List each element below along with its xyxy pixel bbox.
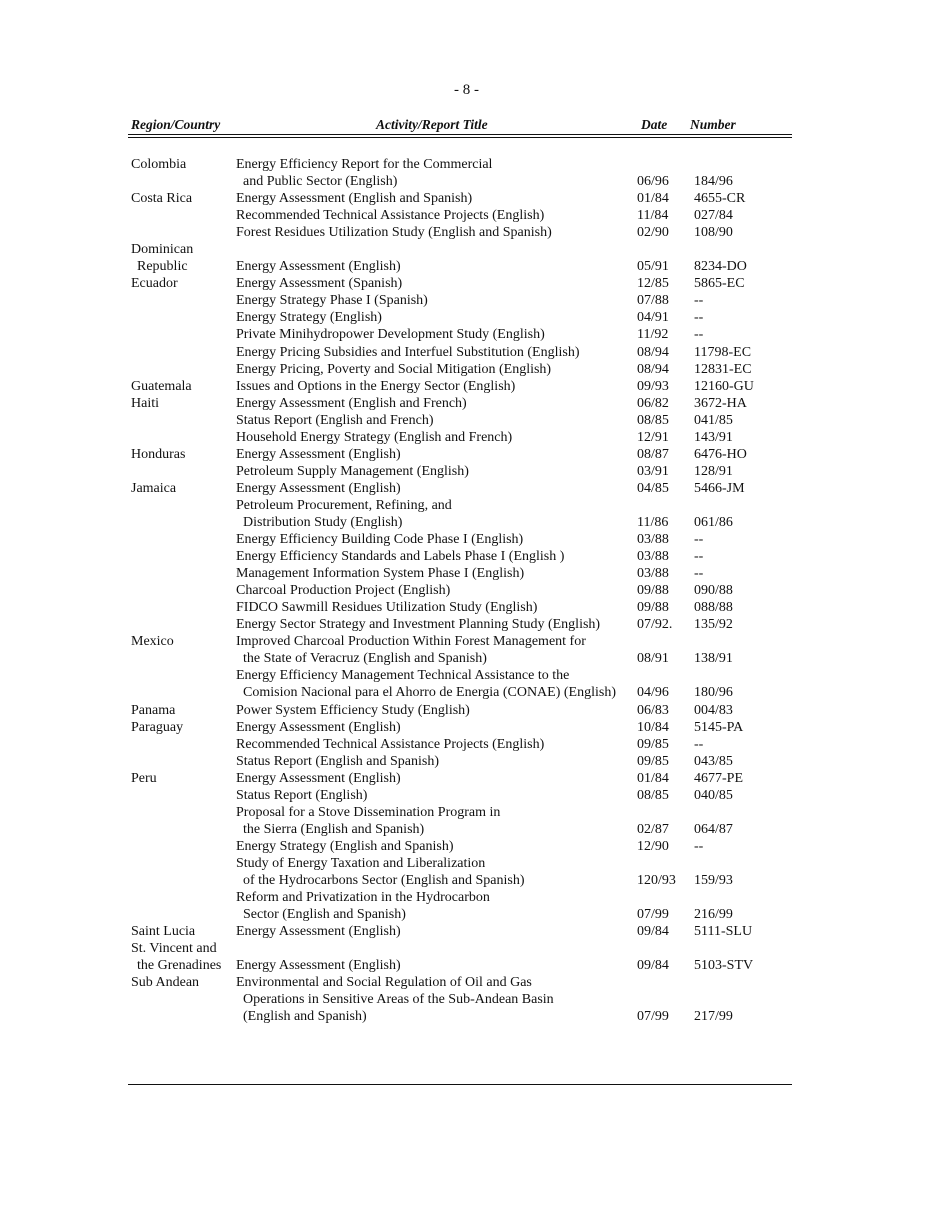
table-row — [0, 190, 933, 207]
row-date: 09/85 — [637, 753, 669, 769]
table-row — [0, 753, 933, 770]
row-title: Recommended Technical Assistance Projects (English) — [236, 208, 545, 224]
row-title: the Sierra (English and Spanish) — [243, 821, 425, 837]
row-title: Forest Residues Utilization Study (English and Spanish) — [236, 225, 552, 241]
row-title: Energy Strategy (English and Spanish) — [236, 838, 454, 854]
table-row — [0, 684, 933, 701]
row-number: 128/91 — [694, 463, 733, 479]
table-row — [0, 292, 933, 309]
row-date: 01/84 — [637, 191, 669, 207]
row-title: Status Report (English) — [236, 787, 368, 803]
table-row — [0, 156, 933, 173]
row-number: 5111-SLU — [694, 924, 753, 940]
row-region: Jamaica — [131, 480, 177, 496]
table-row — [0, 940, 933, 957]
row-number: 4655-CR — [694, 191, 746, 207]
row-title: Reform and Privatization in the Hydrocarbon — [236, 890, 490, 906]
row-date: 03/88 — [637, 549, 669, 565]
table-row — [0, 344, 933, 361]
table-row — [0, 991, 933, 1008]
row-title: Energy Efficiency Building Code Phase I (English) — [236, 532, 524, 548]
row-title: Energy Efficiency Management Technical Assistance to the — [236, 668, 570, 684]
table-row — [0, 258, 933, 275]
row-date: 09/93 — [637, 378, 669, 394]
row-title: Charcoal Production Project (English) — [236, 583, 451, 599]
row-number: 5865-EC — [694, 276, 745, 292]
table-row — [0, 855, 933, 872]
table-row — [0, 361, 933, 378]
column-header-region: Region/Country — [131, 117, 221, 132]
row-title: Energy Efficiency Report for the Commercial — [236, 157, 493, 172]
table-row — [0, 378, 933, 395]
table-row — [0, 412, 933, 429]
table-row — [0, 838, 933, 855]
table-row — [0, 787, 933, 804]
row-region: Costa Rica — [131, 191, 193, 207]
row-title: Power System Efficiency Study (English) — [236, 702, 470, 718]
row-title: Energy Assessment (English and French) — [236, 395, 467, 411]
row-number: -- — [694, 327, 704, 343]
row-number: -- — [694, 566, 704, 582]
row-title: Distribution Study (English) — [243, 514, 403, 530]
row-region: Peru — [131, 770, 157, 786]
table-row — [0, 770, 933, 787]
row-number: -- — [694, 532, 704, 548]
column-header-title: Activity/Report Title — [376, 117, 488, 132]
table-row — [0, 446, 933, 463]
row-date: 06/96 — [637, 174, 669, 190]
row-date: 11/92 — [637, 327, 669, 343]
table-row — [0, 309, 933, 326]
row-date: 120/93 — [637, 872, 676, 888]
row-title: Energy Assessment (English) — [236, 480, 401, 496]
row-title: Proposal for a Stove Dissemination Program in — [236, 804, 501, 820]
row-title: Energy Pricing Subsidies and Interfuel Substitution (English) — [236, 344, 580, 360]
row-region: Honduras — [131, 446, 186, 462]
row-date: 08/85 — [637, 412, 669, 428]
row-title: Energy Assessment (English) — [236, 770, 401, 786]
row-title: Management Information System Phase I (English) — [236, 566, 525, 582]
table-row — [0, 463, 933, 480]
row-title: (English and Spanish) — [243, 1009, 367, 1025]
row-date: 10/84 — [637, 719, 669, 735]
row-title: Comision Nacional para el Ahorro de Energia (CONAE) (English) — [243, 685, 616, 701]
row-number: 159/93 — [694, 872, 733, 888]
row-number: -- — [694, 549, 704, 565]
row-region: the Grenadines — [137, 958, 222, 974]
row-region: Paraguay — [131, 719, 184, 735]
row-title: Energy Assessment (English and Spanish) — [236, 191, 473, 207]
row-number: 090/88 — [694, 583, 733, 599]
row-title: Petroleum Procurement, Refining, and — [236, 497, 452, 513]
row-date: 12/90 — [637, 838, 669, 854]
row-title: Energy Assessment (English) — [236, 719, 401, 735]
row-date: 09/85 — [637, 736, 669, 752]
row-number: 143/91 — [694, 429, 733, 445]
row-title: the State of Veracruz (English and Spanish) — [243, 651, 487, 667]
row-title: Energy Strategy Phase I (Spanish) — [236, 293, 428, 309]
table-row — [0, 821, 933, 838]
table-row — [0, 889, 933, 906]
table-row — [0, 395, 933, 412]
row-date: 11/84 — [637, 208, 669, 224]
row-number: 216/99 — [694, 907, 733, 923]
table-row — [0, 736, 933, 753]
row-number: 8234-DO — [694, 259, 747, 275]
row-title: of the Hydrocarbons Sector (English and Spanish) — [243, 872, 525, 888]
row-region: Mexico — [131, 634, 174, 650]
row-date: 09/84 — [637, 924, 669, 940]
row-date: 08/94 — [637, 361, 669, 377]
table-row — [0, 480, 933, 497]
row-number: 088/88 — [694, 600, 733, 616]
table-row — [0, 531, 933, 548]
row-number: 12160-GU — [694, 378, 754, 394]
table-row — [0, 565, 933, 582]
row-number: 061/86 — [694, 514, 733, 530]
row-number: 135/92 — [694, 617, 733, 633]
row-date: 09/88 — [637, 583, 669, 599]
row-date: 07/99 — [637, 907, 669, 923]
row-date: 05/91 — [637, 259, 669, 275]
table-row — [0, 906, 933, 923]
table-row — [0, 514, 933, 531]
row-number: 3672-HA — [694, 395, 747, 411]
page-number: - 8 - — [454, 82, 479, 98]
row-number: 6476-HO — [694, 446, 747, 462]
header-rule-upper — [128, 134, 792, 135]
row-title: Improved Charcoal Production Within Forest Management for — [236, 634, 586, 650]
row-date: 01/84 — [637, 770, 669, 786]
table-row — [0, 667, 933, 684]
row-date: 06/83 — [637, 702, 669, 718]
table-row — [0, 207, 933, 224]
row-region: Guatemala — [131, 378, 192, 394]
column-header-date: Date — [641, 117, 668, 132]
row-date: 04/85 — [637, 480, 669, 496]
row-region: Ecuador — [131, 276, 178, 292]
row-number: 184/96 — [694, 174, 733, 190]
row-number: 041/85 — [694, 412, 733, 428]
row-number: 040/85 — [694, 787, 733, 803]
row-date: 02/90 — [637, 225, 669, 241]
row-title: Energy Assessment (English) — [236, 259, 401, 275]
row-title: Issues and Options in the Energy Sector (English) — [236, 378, 516, 394]
table-row — [0, 224, 933, 241]
table-row — [0, 719, 933, 736]
row-date: 02/87 — [637, 821, 669, 837]
table-row — [0, 1008, 933, 1025]
table-row — [0, 616, 933, 633]
row-date: 04/91 — [637, 310, 669, 326]
row-title: Energy Efficiency Standards and Labels Phase I (English ) — [236, 549, 565, 565]
row-number: -- — [694, 293, 704, 309]
table-row — [0, 548, 933, 565]
row-number: -- — [694, 838, 704, 854]
column-header-number: Number — [690, 117, 736, 132]
row-title: Recommended Technical Assistance Projects (English) — [236, 736, 545, 752]
row-number: 5466-JM — [694, 480, 745, 496]
footer-rule — [128, 1084, 792, 1085]
row-title: Private Minihydropower Development Study (English) — [236, 327, 545, 343]
table-row — [0, 923, 933, 940]
row-region: Haiti — [131, 395, 159, 411]
row-region: Dominican — [131, 242, 194, 258]
row-title: Energy Pricing, Poverty and Social Mitigation (English) — [236, 361, 552, 377]
row-date: 09/88 — [637, 600, 669, 616]
row-number: 043/85 — [694, 753, 733, 769]
row-date: 12/91 — [637, 429, 669, 445]
row-date: 03/88 — [637, 532, 669, 548]
row-region: Saint Lucia — [131, 924, 196, 940]
table-row — [0, 633, 933, 650]
table-row — [0, 702, 933, 719]
table-row — [0, 326, 933, 343]
table-row — [0, 804, 933, 821]
row-title: Environmental and Social Regulation of Oil and Gas — [236, 975, 532, 991]
row-title: Energy Strategy (English) — [236, 310, 382, 326]
table-row — [0, 599, 933, 616]
row-title: Energy Assessment (English) — [236, 446, 401, 462]
row-number: -- — [694, 736, 704, 752]
row-date: 11/86 — [637, 514, 669, 530]
row-number: 12831-EC — [694, 361, 752, 377]
row-number: 11798-EC — [694, 344, 752, 360]
table-row — [0, 241, 933, 258]
row-title: Petroleum Supply Management (English) — [236, 463, 469, 479]
row-number: 4677-PE — [694, 770, 743, 786]
row-number: -- — [694, 310, 704, 326]
row-date: 08/87 — [637, 446, 669, 462]
row-date: 07/92. — [637, 617, 673, 633]
row-date: 12/85 — [637, 276, 669, 292]
table-row — [0, 650, 933, 667]
row-title: Sector (English and Spanish) — [243, 907, 406, 923]
row-date: 08/91 — [637, 651, 669, 667]
row-number: 064/87 — [694, 821, 733, 837]
row-date: 08/94 — [637, 344, 669, 360]
table-row — [0, 497, 933, 514]
row-region: Sub Andean — [131, 975, 200, 991]
table-row — [0, 275, 933, 292]
row-title: Status Report (English and Spanish) — [236, 753, 439, 769]
row-region: Republic — [137, 259, 188, 275]
row-title: and Public Sector (English) — [243, 174, 398, 190]
row-title: Energy Assessment (Spanish) — [236, 276, 403, 292]
table-row — [0, 582, 933, 599]
row-number: 180/96 — [694, 685, 733, 701]
row-title: Energy Assessment (English) — [236, 958, 401, 974]
row-date: 07/88 — [637, 293, 669, 309]
row-region: St. Vincent and — [131, 941, 217, 957]
row-number: 138/91 — [694, 651, 733, 667]
row-title: Status Report (English and French) — [236, 412, 434, 428]
row-number: 004/83 — [694, 702, 733, 718]
row-number: 108/90 — [694, 225, 733, 241]
table-row — [0, 429, 933, 446]
row-date: 03/91 — [637, 463, 669, 479]
row-region: Colombia — [131, 157, 187, 172]
row-date: 06/82 — [637, 395, 669, 411]
row-title: Household Energy Strategy (English and French) — [236, 429, 513, 445]
row-number: 5103-STV — [694, 958, 754, 974]
row-title: FIDCO Sawmill Residues Utilization Study (English) — [236, 600, 538, 616]
table-row — [0, 872, 933, 889]
row-title: Energy Sector Strategy and Investment Planning Study (English) — [236, 617, 601, 633]
row-date: 04/96 — [637, 685, 669, 701]
row-date: 07/99 — [637, 1009, 669, 1025]
table-row — [0, 173, 933, 190]
row-date: 09/84 — [637, 958, 669, 974]
row-title: Energy Assessment (English) — [236, 924, 401, 940]
row-title: Study of Energy Taxation and Liberalization — [236, 855, 486, 871]
row-date: 03/88 — [637, 566, 669, 582]
row-title: Operations in Sensitive Areas of the Sub-Andean Basin — [243, 992, 554, 1008]
row-date: 08/85 — [637, 787, 669, 803]
row-number: 5145-PA — [694, 719, 744, 735]
table-row — [0, 957, 933, 974]
row-number: 217/99 — [694, 1009, 733, 1025]
row-number: 027/84 — [694, 208, 733, 224]
table-row — [0, 974, 933, 991]
header-rule-lower — [128, 137, 792, 138]
row-region: Panama — [131, 702, 176, 718]
report-table — [0, 156, 933, 1025]
